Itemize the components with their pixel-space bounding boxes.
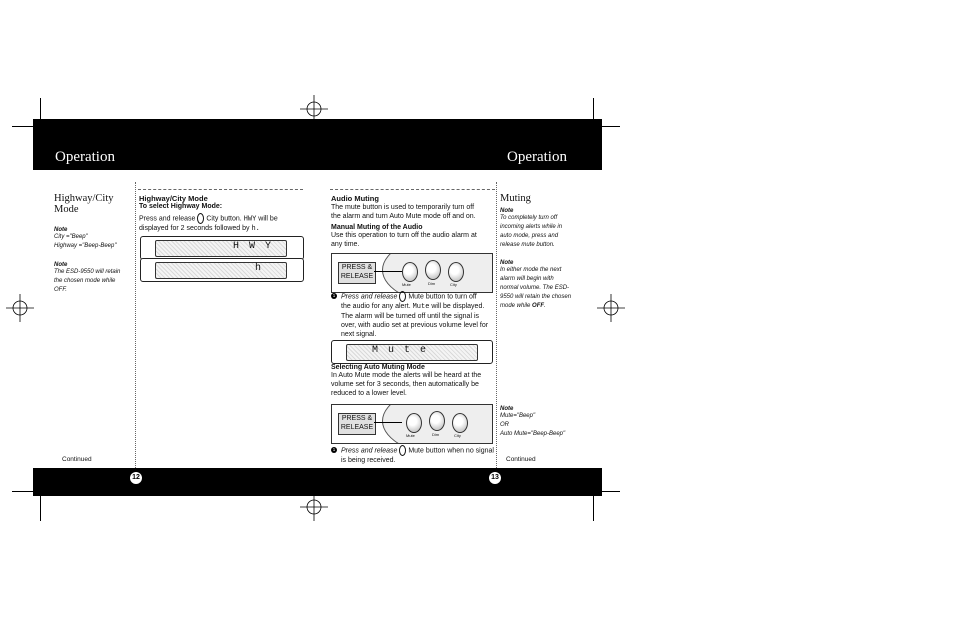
step-text: Mute button when no signal [408,447,494,455]
auto-line: reduced to a lower level. [331,390,407,397]
note-line: Highway ="Beep-Beep" [54,243,117,249]
leader-line [374,271,402,272]
manual-line: Use this operation to turn off the audio alarm at [331,232,477,239]
press-release-label [338,413,376,435]
step-text: The alarm will be turned off until the signal is [341,313,479,320]
right-main-top [331,194,496,249]
city-knob [448,262,464,282]
leader-line [374,422,402,423]
press-label-line: PRESS & [341,264,373,271]
intro-line: the alarm and turn Auto Mute mode off and on. [331,213,476,220]
crop-mark [593,495,594,521]
step2-text [341,445,499,465]
note-title: Note [54,227,68,233]
knob-label: Dim [428,281,436,286]
mute-knob [406,413,422,433]
note-line: OR [500,422,509,428]
step1-text [341,291,499,339]
lcd-text: H W Y [233,241,274,252]
instruction-text [139,213,304,234]
press-label-line: PRESS & [341,415,373,422]
continued-label: Continued [62,456,92,463]
registration-mark [6,294,34,322]
section-rule [330,189,495,190]
lcd-screen [155,262,287,279]
note-line: release mute button. [500,242,555,248]
right-sidebar [500,193,590,311]
step-text: next signal. [341,331,377,338]
step-italic: Press and release [341,293,398,301]
display-code: h. [251,225,260,234]
mute-button-icon [399,291,406,302]
lcd-display-h [140,258,304,282]
knob-label: City [450,282,457,287]
continued-label: Continued [506,456,536,463]
press-label-line: RELEASE [340,424,374,431]
step-text: will be displayed. [431,303,485,310]
right-page-title: Operation [507,149,567,165]
knob-label: Dim [432,432,440,437]
text: Press and release [139,215,196,223]
footer-band [33,468,602,496]
left-main [139,194,304,234]
intro-line: The mute button is used to temporarily turn off [331,204,475,211]
step-text: the audio for any alert. [341,303,411,310]
subsection-title: Manual Muting of the Audio [331,224,423,231]
section-title: Audio Muting [331,194,379,203]
note-line: normal volume. The ESD- [500,285,570,291]
note-line: auto mode, press and [500,233,559,239]
press-release-label [338,262,376,284]
press-label-line: RELEASE [340,273,374,280]
mute-knob [402,262,418,282]
crop-mark [40,495,41,521]
step-text: Mute button to turn off [408,293,477,301]
lcd-text: h [255,263,264,274]
sidebar-heading: Highway/City Mode [54,193,114,215]
display-code: Mute [412,303,430,311]
note-line: OFF. [54,287,67,293]
auto-line: volume set for 3 seconds, then automatically be [331,381,479,388]
note-line: City ="Beep" [54,234,88,240]
registration-mark [300,493,328,521]
display-code: HWY [243,215,257,224]
subsection-title: To select Highway Mode: [139,203,223,210]
column-divider [135,182,136,468]
registration-mark [597,294,625,322]
note-line: alarm will begin with [500,276,554,282]
page-number-left: 12 [130,472,142,484]
note-bold: OFF [532,303,545,309]
step-italic: Press and release [341,447,398,455]
note-title: Note [500,208,514,214]
knob-label: Mute [406,433,415,438]
text: City button. [206,215,242,223]
sidebar-heading: Muting [500,193,531,204]
city-button-icon [197,213,204,224]
text: will be [258,215,278,223]
manual-line: any time. [331,241,360,248]
knob-label: City [454,433,461,438]
note-title: Note [500,406,514,412]
city-knob [452,413,468,433]
device-illustration [331,404,493,444]
note-line: the chosen mode while [54,278,116,284]
mute-button-icon [399,445,406,456]
header-band [33,119,602,170]
note-line: To completely turn off [500,215,558,221]
note-line [500,302,590,311]
auto-mute-section [331,364,496,398]
step-bullet: 1 [332,447,336,452]
step-bullet: 1 [332,293,336,298]
lcd-display-hwy [140,236,304,260]
note-line: In either mode the next [500,267,562,273]
note-fragment: . [544,303,546,309]
text: displayed for 2 seconds followed by [139,225,250,233]
note-line: 9550 will retain the chosen [500,294,572,300]
right-sidebar-note3 [500,406,590,439]
lcd-text: M u t e [372,345,429,356]
note-fragment: mode while [500,303,531,309]
note-line: The ESD-9550 will retain [54,269,121,275]
note-line: Mute="Beep" [500,413,536,419]
note-line: Auto Mute="Beep-Beep" [500,431,566,437]
auto-line: In Auto Mute mode the alerts will be heard at the [331,372,482,379]
step-text: over, with audio set at previous volume level for [341,322,489,329]
left-page-title: Operation [55,149,115,165]
lcd-display-mute [331,340,493,364]
dim-knob [425,260,441,280]
note-title: Note [54,262,68,268]
section-rule [138,189,303,190]
step-text: is being received. [341,457,396,464]
left-sidebar [54,193,134,295]
note-title: Note [500,260,514,266]
knob-label: Mute [402,282,411,287]
subsection-title: Selecting Auto Muting Mode [331,364,425,371]
device-illustration [331,253,493,293]
page-number-right: 13 [489,472,501,484]
note-line: incoming alerts while in [500,224,563,230]
section-title: Highway/City Mode [139,194,208,203]
dim-knob [429,411,445,431]
